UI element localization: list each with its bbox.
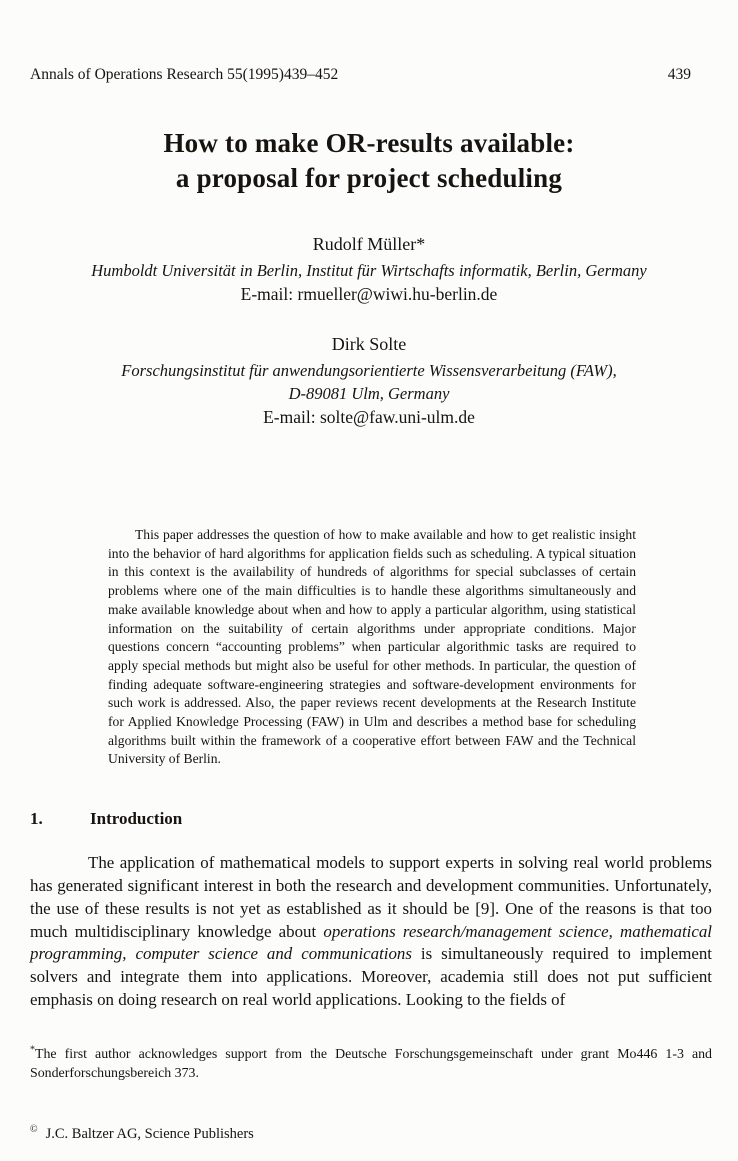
abstract-text: This paper addresses the question of how to make available and how to get realistic insight into the behavior of hard algorithms for application fields such as scheduling. A typical situation in this context is the availability of hundreds of algorithms for special subclasses of certain problems where one of the main difficulties is to handle these algorithms simultaneously and make available knowledge about when and how to apply a particular algorithm, using statistical information on the suitability of certain algorithms under appropriate conditions. Major questions concern “accounting problems” when particular algorithmic tasks are required to apply special methods but might also be useful for other methods. In particular, the question of finding adequate software-engineering strategies and software-development environments for such work is addressed. Also, the paper reviews recent developments at the Research Institute for Applied Knowledge Processing (FAW) in Ulm and describes a method base for scheduling algorithms built within the framework of a cooperative effort between FAW and the Technical University of Berlin. bbox=[108, 527, 636, 767]
author-affiliation bbox=[0, 259, 738, 282]
intro-text-italic: operations research/management science, mathematical programming, computer science and communications bbox=[30, 921, 712, 964]
copyright-icon: © bbox=[30, 1124, 38, 1136]
footnote-text: The first author acknowledges support from the Deutsche Forschungsgemeinschaft under grant Mo446 1-3 and Sonderforschungsbereich 373. bbox=[30, 1046, 712, 1082]
affiliation-line: Forschungsinstitut für anwendungsorientierte Wissensverarbeitung (FAW), bbox=[121, 361, 617, 380]
publisher-text: J.C. Baltzer AG, Science Publishers bbox=[45, 1126, 254, 1142]
journal-citation: Annals of Operations Research 55(1995)439–452 bbox=[30, 66, 339, 83]
intro-paragraph bbox=[30, 852, 712, 1012]
author-name: Dirk Solte bbox=[331, 334, 407, 354]
section-number: 1. bbox=[30, 809, 43, 829]
paper-title-line2: a proposal for project scheduling bbox=[175, 163, 563, 193]
footnote-marker: * bbox=[30, 1044, 35, 1056]
publisher-line bbox=[30, 1126, 254, 1143]
author-affiliation bbox=[0, 359, 738, 405]
author-name: Rudolf Müller* bbox=[312, 234, 426, 254]
author-block-solte bbox=[0, 332, 738, 429]
author-email: E-mail: rmueller@wiwi.hu-berlin.de bbox=[240, 284, 498, 304]
section-heading-introduction bbox=[30, 809, 712, 829]
author-email: E-mail: solte@faw.uni-ulm.de bbox=[263, 407, 475, 427]
section-title: Introduction bbox=[90, 809, 183, 829]
author-block-mueller bbox=[0, 232, 738, 306]
paper-title-line1: How to make OR-results available: bbox=[163, 128, 575, 158]
running-head bbox=[0, 0, 738, 84]
paper-title bbox=[0, 126, 738, 196]
intro-text-after: is simultaneously required to implement solvers and integrate them into applications. Moreover, academia still does not put sufficient emphasis on doing research on real world applications. Looking to the fields of bbox=[30, 944, 712, 1009]
page-number: 439 bbox=[667, 66, 691, 83]
footnote bbox=[30, 1045, 712, 1084]
intro-text-before: The application of mathematical models to support experts in solving real world problems has generated significant interest in both the research and development communities. Unfortunately, the use of these results is not yet as established as it should be [9]. One of the reasons is that too much multidisciplinary knowledge about bbox=[30, 853, 712, 941]
affiliation-line: Humboldt Universität in Berlin, Institut für Wirtschafts informatik, Berlin, Germany bbox=[91, 261, 647, 280]
affiliation-line: D-89081 Ulm, Germany bbox=[288, 384, 450, 403]
